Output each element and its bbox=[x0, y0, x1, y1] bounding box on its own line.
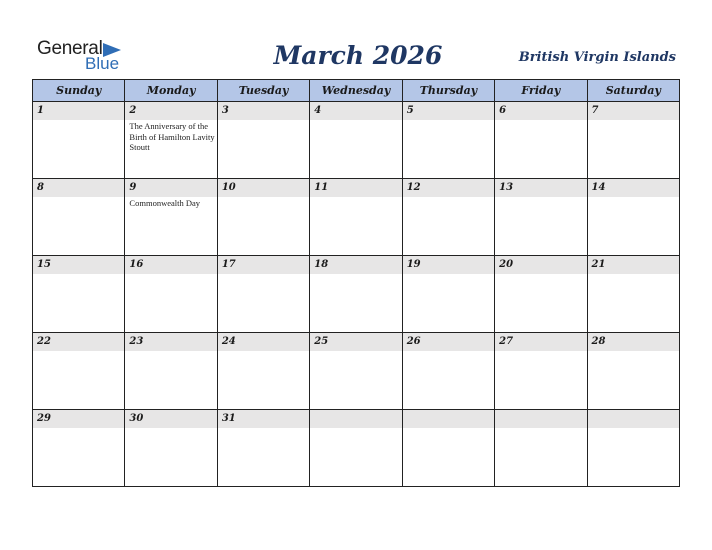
day-number-strip bbox=[218, 179, 309, 197]
holiday-label bbox=[588, 351, 679, 352]
holiday-label bbox=[218, 351, 309, 352]
day-cell bbox=[33, 102, 125, 179]
holiday-label bbox=[495, 197, 586, 198]
day-number: 24 bbox=[221, 336, 236, 347]
holiday-label bbox=[125, 428, 216, 429]
holiday-label bbox=[310, 197, 401, 198]
holiday-label bbox=[218, 120, 309, 121]
day-number-strip bbox=[33, 333, 124, 351]
day-number-strip bbox=[495, 333, 586, 351]
day-cell bbox=[217, 410, 309, 487]
day-number-strip bbox=[403, 333, 494, 351]
day-number-strip bbox=[310, 256, 401, 274]
day-number-strip bbox=[403, 102, 494, 120]
day-cell bbox=[33, 333, 125, 410]
day-number-strip bbox=[588, 256, 679, 274]
holiday-label bbox=[33, 351, 124, 352]
day-number: 6 bbox=[499, 105, 507, 116]
day-number: 5 bbox=[406, 105, 414, 116]
day-cell bbox=[402, 102, 494, 179]
holiday-label bbox=[403, 197, 494, 198]
weekday-header: Monday bbox=[125, 80, 217, 102]
holiday-label bbox=[495, 428, 586, 429]
day-cell bbox=[33, 410, 125, 487]
holiday-label bbox=[588, 428, 679, 429]
weekday-header: Friday bbox=[495, 80, 587, 102]
day-cell bbox=[402, 333, 494, 410]
day-number: 19 bbox=[406, 259, 421, 270]
day-cell bbox=[217, 179, 309, 256]
day-number: 27 bbox=[499, 336, 514, 347]
weekday-header-row bbox=[33, 80, 680, 102]
month-calendar-grid bbox=[32, 79, 680, 487]
week-row bbox=[33, 410, 680, 487]
day-cell bbox=[217, 256, 309, 333]
day-number: 13 bbox=[499, 182, 514, 193]
day-number-strip bbox=[403, 410, 494, 428]
holiday-label bbox=[310, 120, 401, 121]
week-row bbox=[33, 179, 680, 256]
holiday-label bbox=[403, 428, 494, 429]
holiday-label bbox=[218, 274, 309, 275]
day-cell bbox=[125, 333, 217, 410]
week-row bbox=[33, 256, 680, 333]
holiday-label bbox=[495, 120, 586, 121]
day-number: 18 bbox=[314, 259, 329, 270]
holiday-label bbox=[588, 120, 679, 121]
holiday-label bbox=[33, 197, 124, 198]
holiday-label bbox=[403, 120, 494, 121]
holiday-label: The Anniversary of the Birth of Hamilton Lavity Stoutt bbox=[129, 121, 215, 152]
holiday-label bbox=[588, 197, 679, 198]
weekday-header: Saturday bbox=[587, 80, 679, 102]
day-cell bbox=[402, 256, 494, 333]
holiday-label bbox=[33, 120, 124, 121]
day-cell bbox=[33, 179, 125, 256]
day-cell bbox=[495, 410, 587, 487]
day-cell bbox=[217, 102, 309, 179]
day-number: 9 bbox=[129, 182, 137, 193]
day-number-strip bbox=[310, 333, 401, 351]
day-number: 22 bbox=[37, 336, 51, 347]
day-number: 25 bbox=[314, 336, 329, 347]
day-cell bbox=[310, 179, 402, 256]
day-number-strip bbox=[125, 179, 216, 197]
holiday-label bbox=[403, 274, 494, 275]
day-number: 17 bbox=[221, 259, 236, 270]
day-cell bbox=[495, 333, 587, 410]
day-number: 23 bbox=[129, 336, 144, 347]
day-cell bbox=[587, 333, 679, 410]
region-name: British Virgin Islands bbox=[518, 50, 676, 65]
day-number: 15 bbox=[37, 259, 51, 270]
day-number: 12 bbox=[406, 182, 421, 193]
holiday-label bbox=[218, 428, 309, 429]
day-cell bbox=[402, 410, 494, 487]
day-number-strip bbox=[33, 102, 124, 120]
day-number: 21 bbox=[591, 259, 606, 270]
holiday-label bbox=[125, 274, 216, 275]
day-number-strip bbox=[33, 179, 124, 197]
holiday-label bbox=[33, 274, 124, 275]
week-row bbox=[33, 333, 680, 410]
logo-text-blue: Blue bbox=[85, 54, 120, 73]
day-number: 29 bbox=[37, 413, 51, 424]
day-cell bbox=[587, 410, 679, 487]
day-number-strip bbox=[588, 333, 679, 351]
day-cell bbox=[587, 256, 679, 333]
day-cell bbox=[310, 333, 402, 410]
holiday-label bbox=[310, 274, 401, 275]
day-number-strip bbox=[403, 179, 494, 197]
day-number-strip bbox=[495, 102, 586, 120]
day-cell bbox=[310, 410, 402, 487]
day-cell bbox=[33, 256, 125, 333]
day-number-strip bbox=[218, 410, 309, 428]
day-number: 30 bbox=[129, 413, 144, 424]
day-number-strip bbox=[125, 333, 216, 351]
day-cell bbox=[125, 410, 217, 487]
day-number-strip bbox=[125, 410, 216, 428]
holiday-label bbox=[218, 197, 309, 198]
day-cell bbox=[402, 179, 494, 256]
day-number: 26 bbox=[406, 336, 421, 347]
day-number-strip bbox=[218, 333, 309, 351]
day-number: 31 bbox=[221, 413, 236, 424]
holiday-label bbox=[495, 351, 586, 352]
day-number: 4 bbox=[314, 105, 322, 116]
holiday-label bbox=[310, 351, 401, 352]
day-number-strip bbox=[310, 102, 401, 120]
day-number: 3 bbox=[221, 105, 229, 116]
weekday-header: Thursday bbox=[402, 80, 494, 102]
logo-text-general: General bbox=[37, 38, 103, 59]
day-number: 10 bbox=[221, 182, 236, 193]
day-cell bbox=[310, 102, 402, 179]
day-number: 20 bbox=[499, 259, 514, 270]
day-number-strip bbox=[125, 256, 216, 274]
day-number-strip bbox=[310, 179, 401, 197]
day-number: 1 bbox=[37, 105, 44, 116]
day-number: 11 bbox=[314, 182, 329, 193]
day-number-strip bbox=[218, 256, 309, 274]
day-number: 8 bbox=[37, 182, 44, 193]
calendar-title: March 2026 bbox=[273, 41, 443, 70]
day-number: 28 bbox=[591, 336, 606, 347]
day-number: 16 bbox=[129, 259, 144, 270]
day-number-strip bbox=[125, 102, 216, 120]
day-number-strip bbox=[588, 102, 679, 120]
day-cell bbox=[495, 256, 587, 333]
day-number: 2 bbox=[129, 105, 137, 116]
holiday-label bbox=[33, 428, 124, 429]
generalblue-logo bbox=[37, 38, 137, 74]
day-number: 14 bbox=[591, 182, 606, 193]
day-number-strip bbox=[495, 410, 586, 428]
day-number-strip bbox=[495, 256, 586, 274]
day-cell bbox=[495, 179, 587, 256]
week-row bbox=[33, 102, 680, 179]
day-cell bbox=[310, 256, 402, 333]
day-number-strip bbox=[403, 256, 494, 274]
day-cell bbox=[125, 179, 217, 256]
day-number-strip bbox=[588, 410, 679, 428]
day-number-strip bbox=[495, 179, 586, 197]
day-number-strip bbox=[588, 179, 679, 197]
day-number: 7 bbox=[591, 105, 599, 116]
day-number-strip bbox=[310, 410, 401, 428]
holiday-label bbox=[310, 428, 401, 429]
holiday-label bbox=[588, 274, 679, 275]
weekday-header: Sunday bbox=[33, 80, 125, 102]
holiday-label bbox=[495, 274, 586, 275]
day-number-strip bbox=[33, 410, 124, 428]
weekday-header: Wednesday bbox=[310, 80, 402, 102]
day-cell bbox=[125, 102, 217, 179]
day-cell bbox=[587, 179, 679, 256]
weekday-header: Tuesday bbox=[217, 80, 309, 102]
day-number-strip bbox=[218, 102, 309, 120]
day-cell bbox=[587, 102, 679, 179]
day-cell bbox=[495, 102, 587, 179]
day-cell bbox=[217, 333, 309, 410]
day-number-strip bbox=[33, 256, 124, 274]
day-cell bbox=[125, 256, 217, 333]
holiday-label bbox=[403, 351, 494, 352]
holiday-label: Commonwealth Day bbox=[129, 198, 201, 208]
holiday-label bbox=[125, 351, 216, 352]
